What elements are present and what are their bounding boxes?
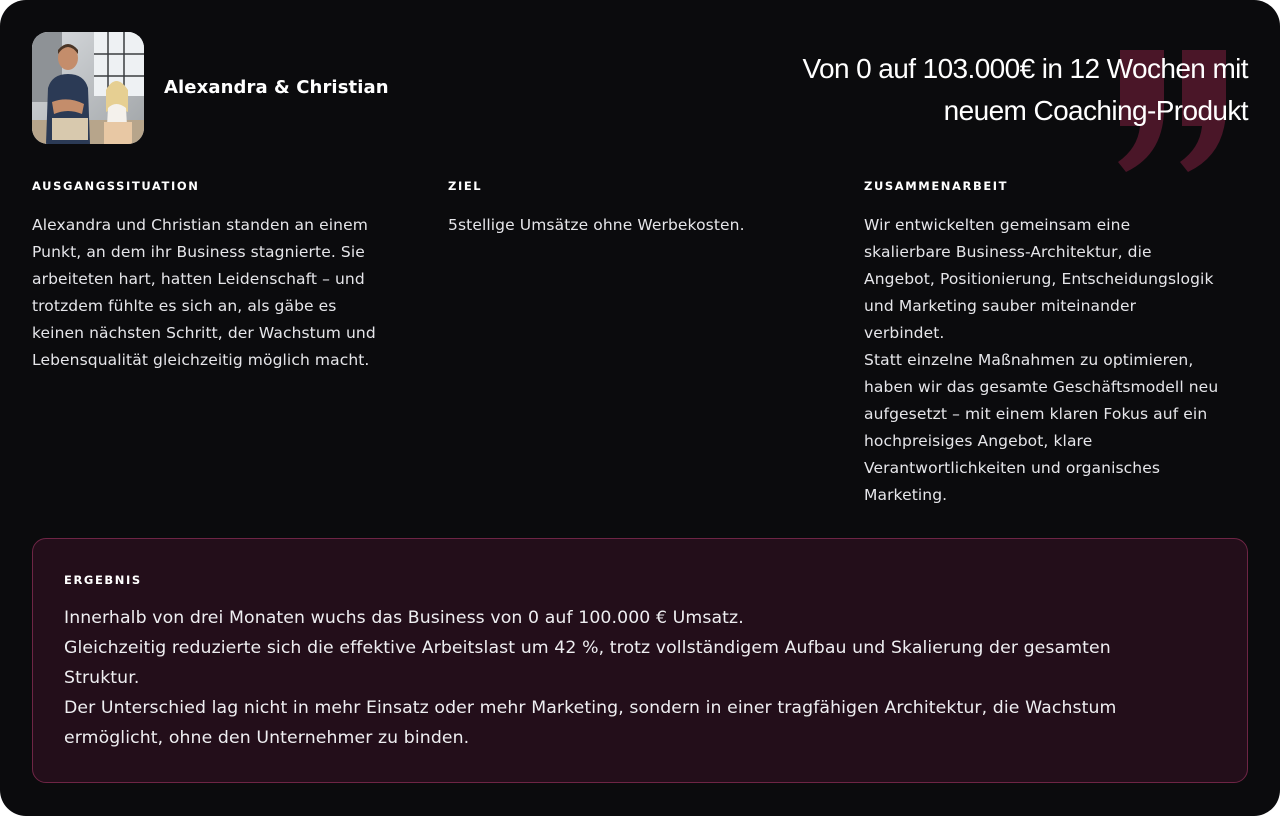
client-name: Alexandra & Christian [164,77,389,98]
text-line: Wir entwickelten gemeinsam eine [864,216,1131,234]
text-line: Punkt, an dem ihr Business stagnierte. Sie [32,243,365,261]
text-line: arbeiteten hart, hatten Leidenschaft – und [32,270,365,288]
text-line: Alexandra und Christian standen an einem [32,216,368,234]
result-label: ERGEBNIS [64,573,142,587]
text-line: Der Unterschied lag nicht in mehr Einsatz oder mehr Marketing, sondern in einer tragfähigen Architektur, die Wachstum [64,698,1117,718]
text-line: aufgesetzt – mit einem klaren Fokus auf ein [864,405,1208,423]
section-label: ZIEL [448,179,483,193]
text-line: trotzdem fühlte es sich an, als gäbe es [32,297,337,315]
headline-line-2: neuem Coaching-Produkt [943,95,1248,126]
text-line: Struktur. [64,668,140,688]
text-line: Marketing. [864,486,948,504]
text-line: Angebot, Positionierung, Entscheidungslogik [864,270,1214,288]
text-line: hochpreisiges Angebot, klare [864,432,1093,450]
section-ausgangssituation [32,178,416,374]
result-text [64,603,1224,753]
section-text [864,212,1254,509]
client-photo-illustration [32,32,144,144]
text-line: haben wir das gesamte Geschäftsmodell neu [864,378,1219,396]
text-line: verbindet. [864,324,945,342]
text-line: Gleichzeitig reduzierte sich die effektive Arbeitslast um 42 %, trotz vollständigem Aufbau und Skalierung der gesamten [64,638,1111,658]
section-zusammenarbeit [864,178,1254,509]
text-line: keinen nächsten Schritt, der Wachstum und [32,324,376,342]
text-line: skalierbare Business-Architektur, die [864,243,1152,261]
section-label: AUSGANGSSITUATION [32,179,200,193]
text-line: ermöglicht, ohne den Unternehmer zu binden. [64,728,470,748]
section-label: ZUSAMMENARBEIT [864,179,1009,193]
headline-line-1: Von 0 auf 103.000€ in 12 Wochen mit [802,53,1248,84]
text-line: Verantwortlichkeiten und organisches [864,459,1161,477]
headline [728,48,1248,132]
section-ziel [448,178,832,239]
text-line: Innerhalb von drei Monaten wuchs das Business von 0 auf 100.000 € Umsatz. [64,608,744,628]
text-line: und Marketing sauber miteinander [864,297,1137,315]
section-text [448,212,832,239]
client-photo [32,32,144,144]
text-line: Statt einzelne Maßnahmen zu optimieren, [864,351,1194,369]
result-box [32,538,1248,783]
text-line: Lebensqualität gleichzeitig möglich macht. [32,351,370,369]
text-line: 5stellige Umsätze ohne Werbekosten. [448,216,745,234]
section-text [32,212,416,374]
